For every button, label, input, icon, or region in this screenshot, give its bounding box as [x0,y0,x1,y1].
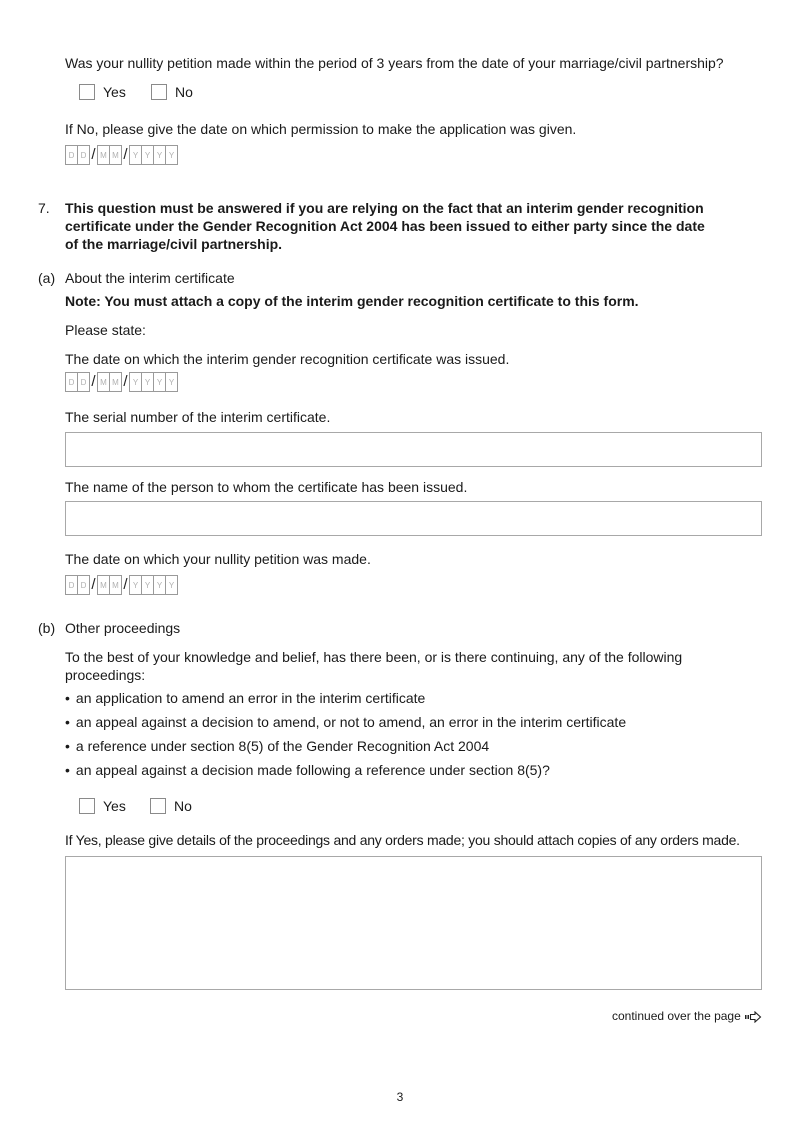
list-item: • an appeal against a decision to amend, or not to amend, an error in the interim certificate [65,713,626,737]
proceedings-no-checkbox[interactable] [150,798,166,814]
certificate-holder-input[interactable] [65,501,762,536]
certificate-note: Note: You must attach a copy of the interim gender recognition certificate to this form. [65,293,639,309]
date-separator: / [123,146,128,163]
nullity-no-label: No [175,84,193,100]
nullity-yes-checkbox[interactable] [79,84,95,100]
arrow-right-icon [744,1010,762,1022]
nullity-yes-label: Yes [103,84,126,100]
year-digit-4[interactable]: Y [165,575,178,595]
year-digit-2[interactable]: Y [141,575,154,595]
day-digit-1[interactable]: D [65,145,78,165]
day-digit-2[interactable]: D [77,575,90,595]
day-digit-1[interactable]: D [65,372,78,392]
month-digit-1[interactable]: M [97,575,110,595]
date-separator: / [91,576,96,593]
proceedings-details-label: If Yes, please give details of the proceedings and any orders made; you should attach copies of any orders made. [65,832,740,848]
year-digit-2[interactable]: Y [141,145,154,165]
date-separator: / [91,146,96,163]
list-item: • a reference under section 8(5) of the Gender Recognition Act 2004 [65,737,626,761]
year-digit-1[interactable]: Y [129,145,142,165]
proceedings-no-label: No [174,798,192,814]
serial-number-input[interactable] [65,432,762,467]
permission-date-field[interactable] [65,145,178,165]
proceedings-details-textarea[interactable] [65,856,762,990]
please-state: Please state: [65,322,146,338]
month-digit-2[interactable]: M [109,575,122,595]
nullity-3-years-question: Was your nullity petition made within the period of 3 years from the date of your marriage/civil partnership? [65,55,724,71]
month-digit-2[interactable]: M [109,372,122,392]
year-digit-1[interactable]: Y [129,372,142,392]
q7-heading-line2: certificate under the Gender Recognition Act 2004 has been issued to either party since the date [65,218,705,234]
year-digit-4[interactable]: Y [165,145,178,165]
section-a-title: About the interim certificate [65,270,235,286]
month-digit-1[interactable]: M [97,372,110,392]
nullity-no-checkbox[interactable] [151,84,167,100]
day-digit-2[interactable]: D [77,145,90,165]
section-a-label: (a) [38,270,56,286]
year-digit-2[interactable]: Y [141,372,154,392]
date-issued-field[interactable] [65,372,178,392]
year-digit-3[interactable]: Y [153,575,166,595]
section-b-label: (b) [38,620,56,636]
section-b-intro-line2: proceedings: [65,667,146,683]
day-digit-1[interactable]: D [65,575,78,595]
proceedings-yes-checkbox[interactable] [79,798,95,814]
section-b-intro-line1: To the best of your knowledge and belief, has there been, or is there continuing, any of the following [65,649,683,665]
permission-date-label: If No, please give the date on which permission to make the application was given. [65,121,577,137]
q7-heading-line3: of the marriage/civil partnership. [65,236,283,252]
section-b-title: Other proceedings [65,620,181,636]
day-digit-2[interactable]: D [77,372,90,392]
serial-number-label: The serial number of the interim certificate. [65,409,331,425]
year-digit-4[interactable]: Y [165,372,178,392]
q7-heading-line1: This question must be answered if you are relying on the fact that an interim gender recognition [65,200,704,216]
petition-date-label: The date on which your nullity petition was made. [65,551,371,567]
month-digit-2[interactable]: M [109,145,122,165]
month-digit-1[interactable]: M [97,145,110,165]
proceedings-yes-option[interactable] [79,797,126,815]
proceedings-no-option[interactable] [150,797,192,815]
page-number: 3 [396,1090,404,1104]
list-item: • an appeal against a decision made following a reference under section 8(5)? [65,761,626,785]
date-separator: / [123,373,128,390]
question-number: 7. [38,200,50,216]
certificate-holder-label: The name of the person to whom the certificate has been issued. [65,479,468,495]
nullity-no-option[interactable] [151,83,193,101]
year-digit-3[interactable]: Y [153,372,166,392]
proceedings-yes-label: Yes [103,798,126,814]
petition-date-field[interactable] [65,575,178,595]
continued-text: continued over the page [612,1009,741,1023]
nullity-yes-option[interactable] [79,83,126,101]
date-issued-label: The date on which the interim gender recognition certificate was issued. [65,351,510,367]
date-separator: / [91,373,96,390]
continued-over-page [612,1009,762,1023]
date-separator: / [123,576,128,593]
proceedings-list [65,689,626,785]
list-item: • an application to amend an error in the interim certificate [65,689,626,713]
year-digit-3[interactable]: Y [153,145,166,165]
year-digit-1[interactable]: Y [129,575,142,595]
